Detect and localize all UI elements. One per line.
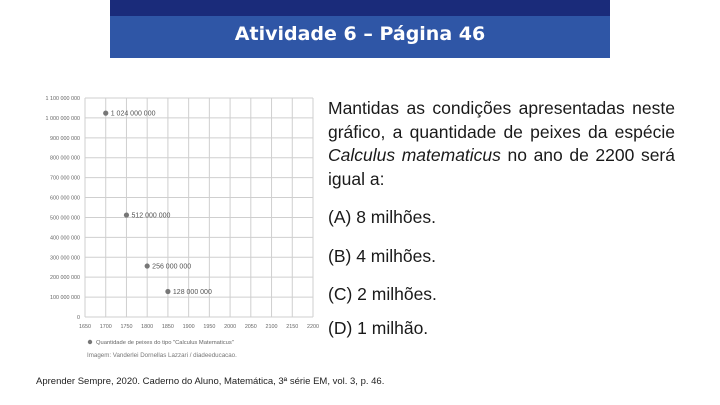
x-tick-label: 1650 [79, 324, 91, 330]
question-text [328, 97, 675, 191]
x-tick-label: 1900 [182, 324, 195, 330]
y-tick-label: 100 000 000 [50, 295, 80, 302]
option-d[interactable]: (D) 1 milhão. [328, 318, 429, 338]
x-tick-label: 2100 [265, 324, 278, 330]
data-point [145, 263, 150, 268]
x-tick-label: 2200 [307, 324, 319, 330]
option-b[interactable]: (B) 4 milhões. [328, 246, 436, 266]
y-tick-label: 400 000 000 [50, 235, 80, 242]
question-text-after: no ano de 2200 será igual a: [328, 145, 675, 189]
y-tick-label: 1 000 000 000 [45, 115, 80, 122]
species-name: Calculus matematicus [328, 145, 501, 165]
y-tick-label: 200 000 000 [50, 275, 80, 282]
data-point [124, 212, 129, 217]
x-tick-label: 1800 [141, 324, 154, 330]
x-tick-label: 2000 [224, 324, 237, 330]
slide-title: Atividade 6 – Página 46 [234, 23, 486, 45]
data-point [103, 111, 108, 116]
question-text-before: Mantidas as condições apresentadas neste gráfico, a quantidade de peixes da espécie [328, 98, 675, 142]
image-credit: Imagem: Vanderlei Dornellas Lazzari / diadeeducacao. [87, 352, 237, 359]
x-tick-label: 1700 [99, 324, 112, 330]
y-tick-label: 300 000 000 [50, 255, 80, 262]
option-c[interactable]: (C) 2 milhões. [328, 284, 437, 304]
source-citation: Aprender Sempre, 2020. Caderno do Aluno, Matemática, 3ª série EM, vol. 3, p. 46. [36, 376, 385, 387]
data-label: 128 000 000 [172, 289, 212, 297]
x-tick-label: 2050 [244, 324, 257, 330]
y-tick-label: 800 000 000 [50, 155, 80, 162]
y-tick-label: 1 100 000 000 [45, 96, 80, 102]
y-tick-label: 0 [77, 315, 80, 321]
legend-marker [88, 340, 92, 344]
y-tick-label: 700 000 000 [50, 175, 80, 182]
data-label: 256 000 000 [152, 263, 192, 271]
x-tick-label: 2150 [286, 324, 299, 330]
y-tick-label: 900 000 000 [50, 135, 80, 142]
x-tick-label: 1750 [120, 324, 133, 330]
chart-figure [30, 90, 320, 366]
title-band-top-strip [110, 0, 610, 16]
data-point [165, 289, 170, 294]
scatter-chart [30, 90, 320, 366]
data-label: 512 000 000 [131, 212, 171, 220]
x-tick-label: 1850 [161, 324, 174, 330]
x-tick-label: 1950 [203, 324, 216, 330]
legend-label: Quantidade de peixes do tipo "Calculus Matematicus" [96, 340, 234, 346]
data-label: 1 024 000 000 [110, 110, 156, 118]
y-tick-label: 600 000 000 [50, 195, 80, 202]
y-tick-label: 500 000 000 [50, 215, 80, 222]
title-band [110, 0, 610, 58]
option-a[interactable]: (A) 8 milhões. [328, 207, 436, 227]
